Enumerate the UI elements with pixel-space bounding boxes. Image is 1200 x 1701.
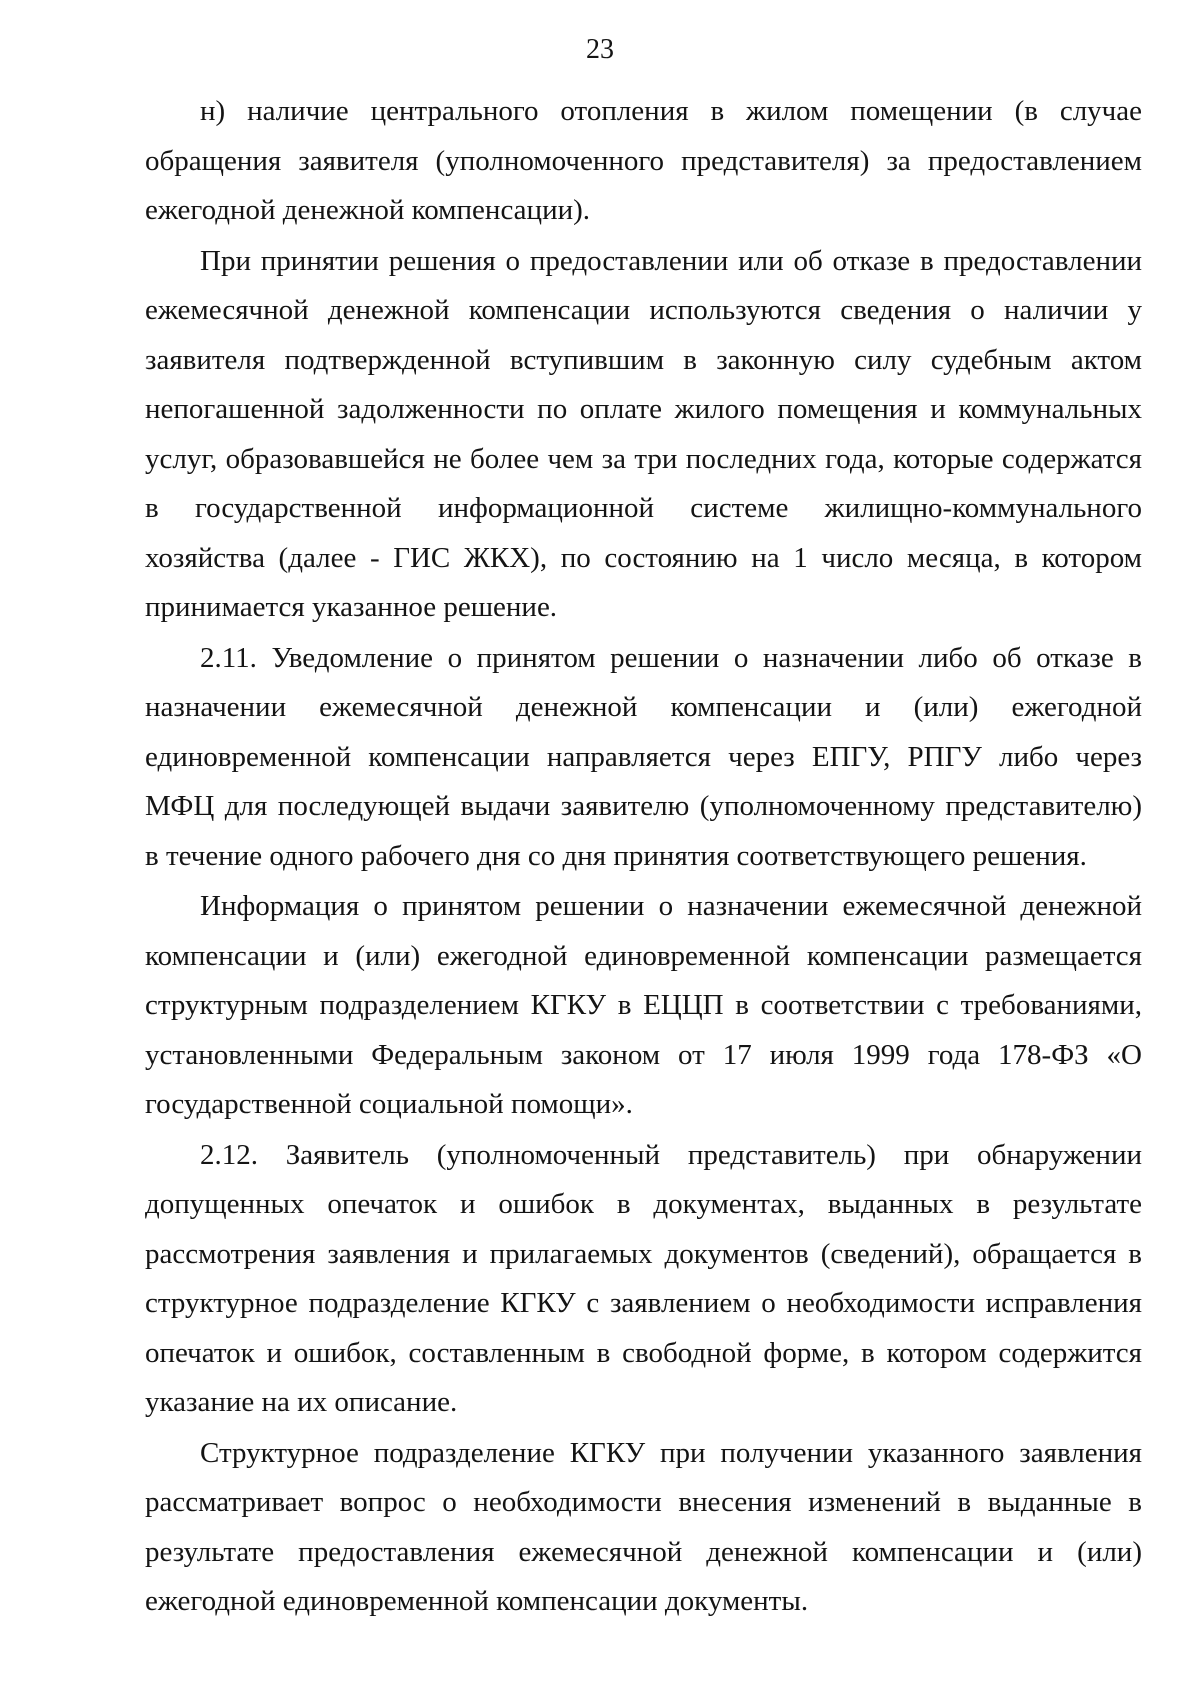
document-body: [145, 87, 1142, 1628]
page-number: 23: [586, 34, 614, 65]
paragraph-section-2-12: 2.12. Заявитель (уполномоченный представитель) при обнаружении допущенных опечаток и ошибок в документах, выданных в результате рассмотрения заявления и прилагаемых документов (сведений), обращается в структурное подразделение КГКУ с заявлением о необходимости исправления опечаток и ошибок, составленным в свободной форме, в котором содержится указание на их описание.: [145, 1138, 1142, 1418]
paragraph-item-n-central-heating: н) наличие центрального отопления в жилом помещении (в случае обращения заявителя (уполномоченного представителя) за предоставлением ежегодной денежной компенсации).: [145, 95, 1142, 226]
paragraph-section-2-11: 2.11. Уведомление о принятом решении о назначении либо об отказе в назначении ежемесячной денежной компенсации и (или) ежегодной единовременной компенсации направляется через ЕПГУ, РПГУ либо через МФЦ для последующей выдачи заявителю (уполномоченному представителю) в течение одного рабочего дня со дня принятия соответствующего решения.: [145, 641, 1142, 872]
paragraph-error-correction-review: Структурное подразделение КГКУ при получении указанного заявления рассматривает вопрос о необходимости внесения изменений в выданные в результате предоставления ежемесячной денежной компенсации и (или) ежегодной единовременной компенсации документы.: [145, 1436, 1142, 1617]
paragraph-decision-information: Информация о принятом решении о назначении ежемесячной денежной компенсации и (или) ежегодной единовременной компенсации размещается структурным подразделением КГКУ в ЕЦЦП в соответствии с требованиями, установленными Федеральным законом от 17 июля 1999 года 178-ФЗ «О государственной социальной помощи».: [145, 890, 1142, 1120]
paragraph-debt-information: При принятии решения о предоставлении или об отказе в предоставлении ежемесячной денежной компенсации используются сведения о наличии у заявителя подтвержденной вступившим в законную силу судебным актом непогашенной задолженности по оплате жилого помещения и коммунальных услуг, образовавшейся не более чем за три последних года, которые содержатся в государственной информационной системе жилищно-коммунального хозяйства (далее - ГИС ЖКХ), по состоянию на 1 число месяца, в котором принимается указанное решение.: [145, 244, 1142, 623]
